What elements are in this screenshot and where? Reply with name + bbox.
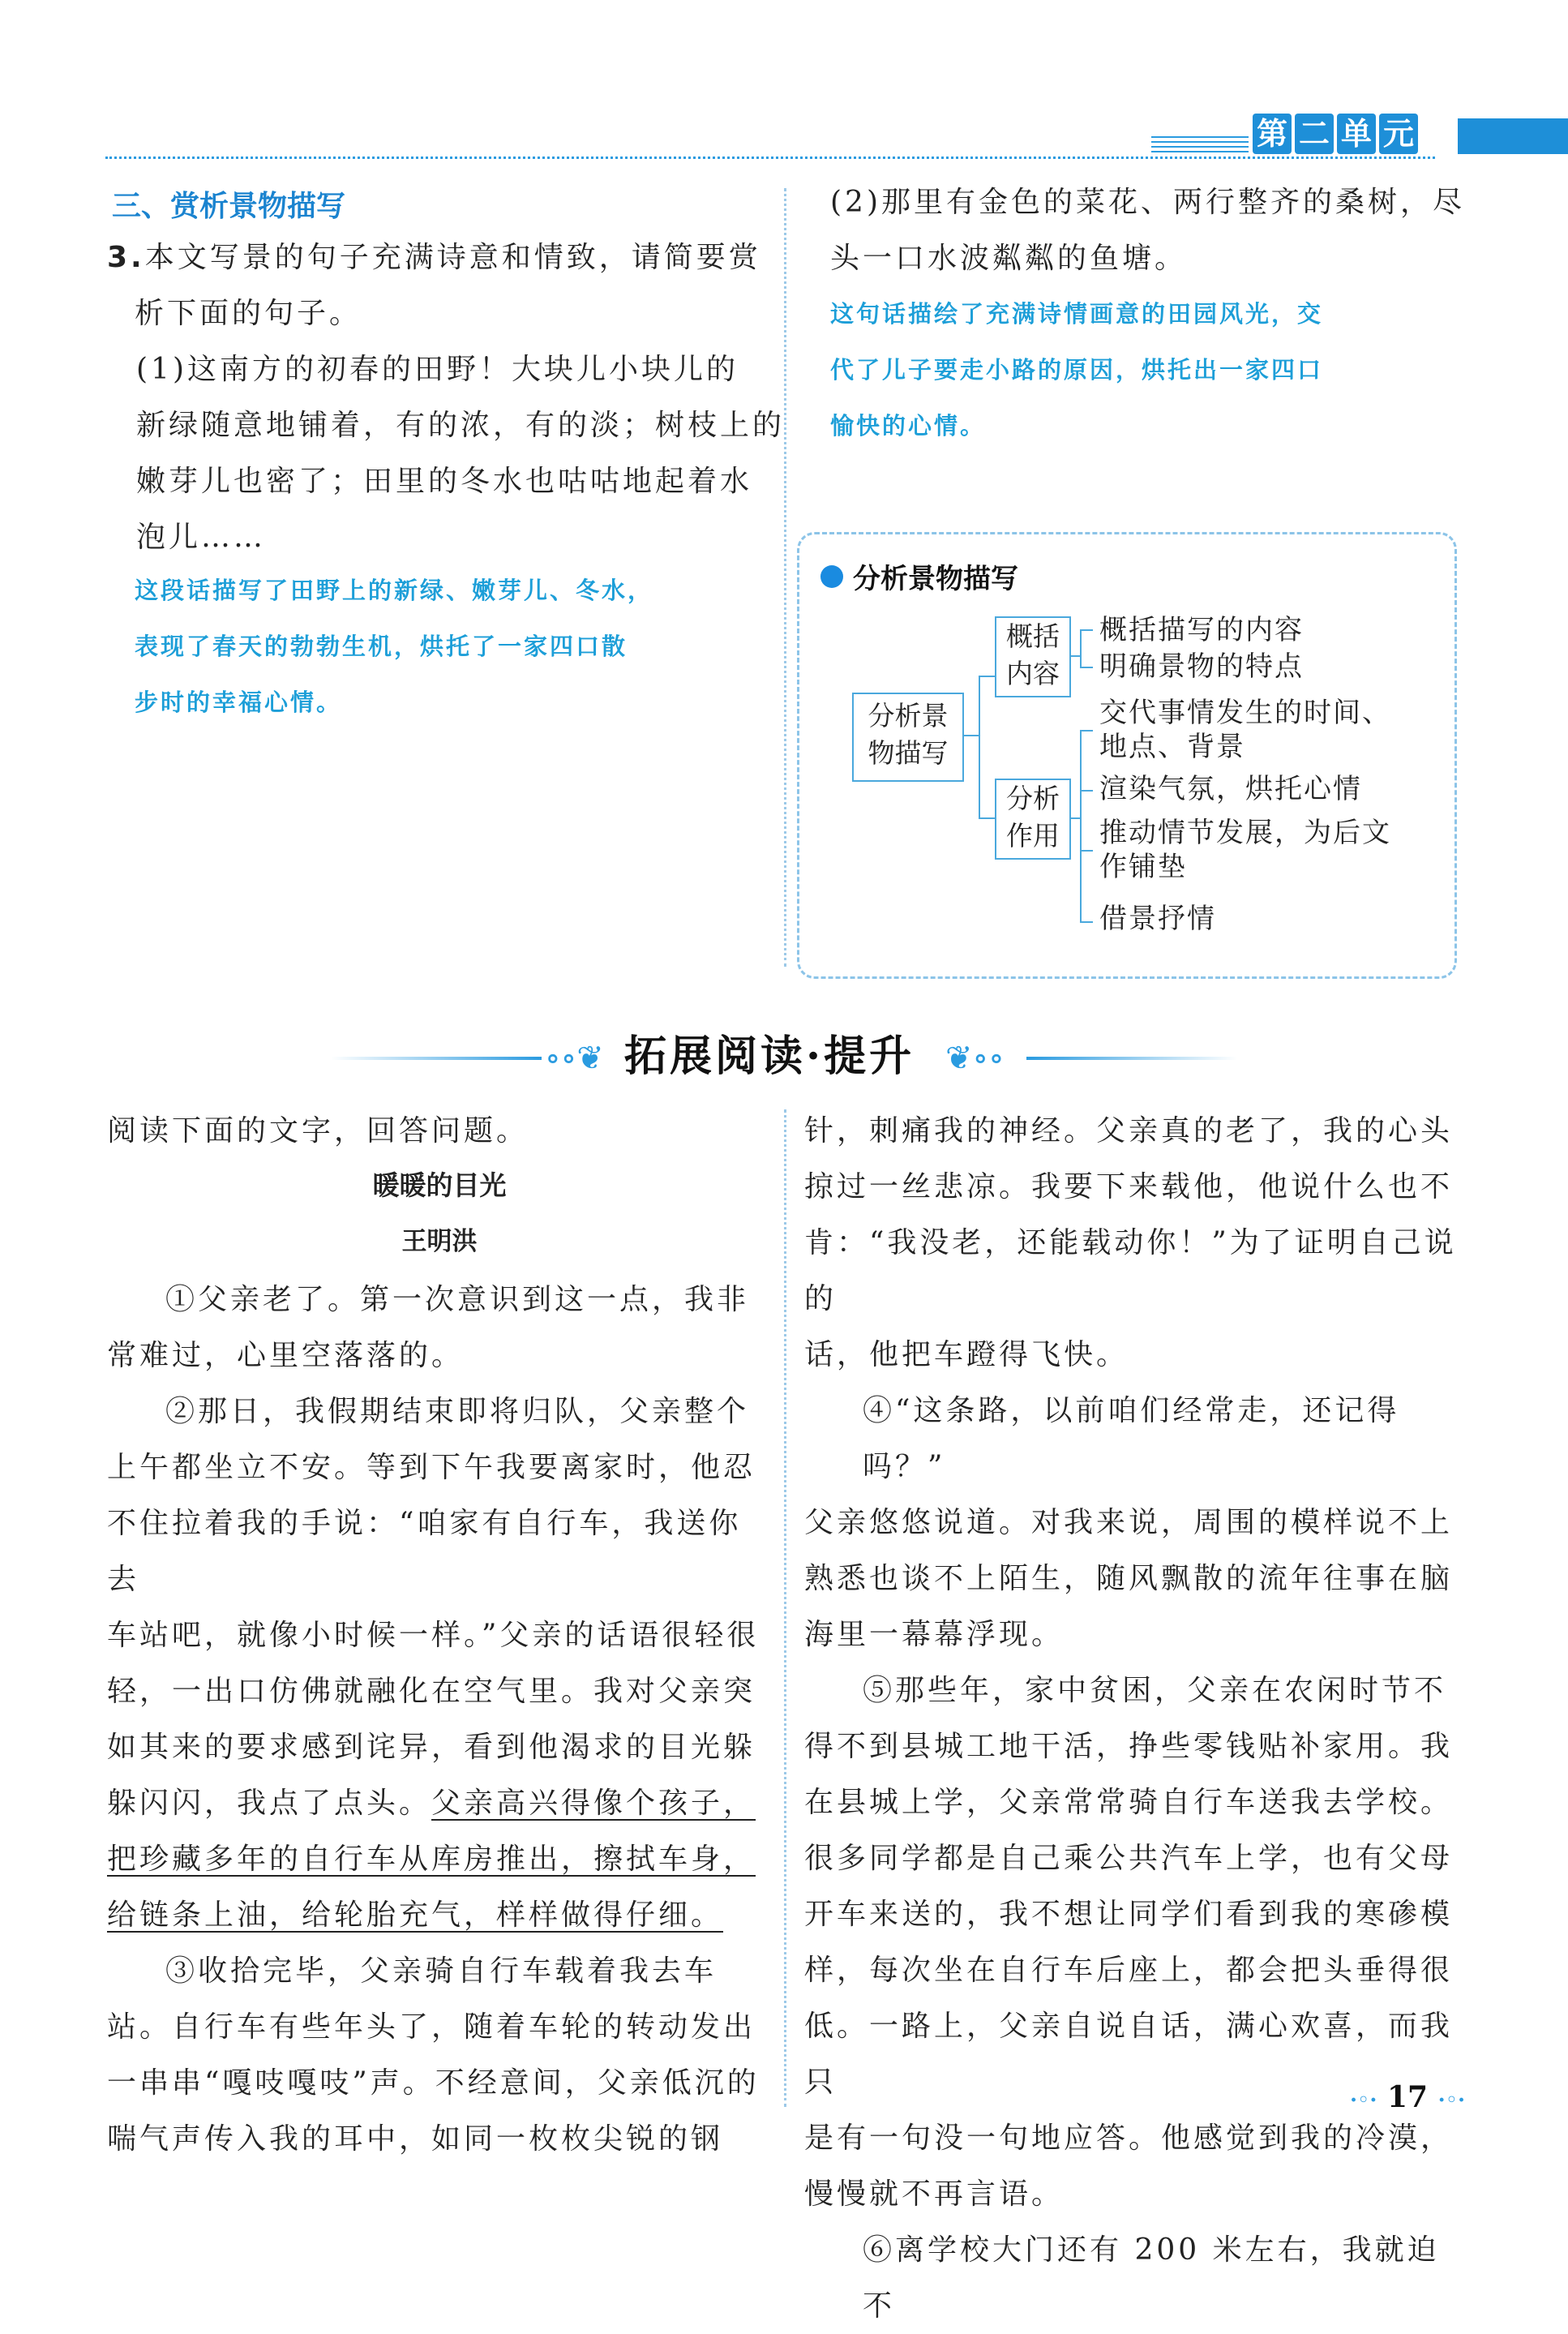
paragraph-line: ②那日，我假期结束即将归队，父亲整个 <box>165 1395 750 1428</box>
text-line: 嫩芽儿也密了；田里的冬水也咕咕地起着水 <box>136 465 753 498</box>
paragraph-line: 喘气声传入我的耳中，如同一枚枚尖锐的钢 <box>107 2122 724 2156</box>
banner-line-left <box>331 1057 542 1060</box>
paragraph-line: 站。自行车有些年头了，随着车轮的转动发出 <box>107 2010 756 2044</box>
unit-char: 二 <box>1295 114 1334 154</box>
node-line: 分析景 <box>868 700 949 732</box>
connector-line <box>979 817 995 819</box>
paragraph-line: ④“这条路，以前咱们经常走，还记得吗？” <box>863 1394 1400 1483</box>
question-3 <box>107 230 772 341</box>
connector-line <box>1069 655 1081 657</box>
paragraph-line: 开车来送的，我不想让同学们看到我的寒碜模 <box>804 1898 1454 1931</box>
answer-2 <box>830 286 1479 454</box>
text-line: 新绿随意地铺着，有的浓，有的淡；树枝上的 <box>136 409 786 442</box>
banner-title: 拓展阅读·提升 <box>624 1032 915 1081</box>
article-title: 暖暖的目光 <box>372 1169 507 1201</box>
question-number: 3. <box>107 241 145 274</box>
article-right-column <box>804 1103 1469 2334</box>
connector-line <box>1080 730 1093 732</box>
paragraph-line: 掠过一丝悲凉。我要下来载他，他说什么也不 <box>804 1170 1454 1203</box>
underlined-sentence: 把珍藏多年的自行车从库房推出，擦拭车身， <box>107 1843 756 1876</box>
connector-line <box>1080 629 1082 668</box>
answer-1 <box>135 563 783 731</box>
paragraph-line: 肯：“我没老，还能载动你！”为了证明自己说的 <box>804 1226 1457 1315</box>
mindmap-leaf <box>1099 816 1391 884</box>
node-line: 物描写 <box>868 737 949 769</box>
text-line: (1)这南方的初春的田野！大块儿小块儿的 <box>136 353 739 386</box>
mindmap-title <box>820 556 1018 596</box>
question-text: 析下面的句子。 <box>135 297 362 330</box>
dots-decoration-icon: ·◦· <box>1350 2088 1377 2113</box>
leaf-line: 作铺垫 <box>1099 851 1187 883</box>
paragraph-line: 海里一幕幕浮现。 <box>804 1618 1065 1651</box>
node-line: 内容 <box>1006 658 1060 689</box>
leaf-line: 地点、背景 <box>1099 731 1245 763</box>
swirl-ornament-icon: ❦∘∘ <box>945 1040 1005 1077</box>
mindmap-root-node <box>852 693 964 782</box>
item-1-text <box>136 341 785 565</box>
mindmap-leaf <box>1099 696 1391 764</box>
connector-line <box>1069 817 1081 819</box>
mindmap-title-text: 分析景物描写 <box>853 563 1018 595</box>
paragraph-line: 低。一路上，父亲自说自话，满心欢喜，而我只 <box>804 2010 1454 2099</box>
paragraph-line: 上午都坐立不安。等到下午我要离家时，他忍 <box>107 1451 756 1484</box>
text-line: 泡儿…… <box>136 521 267 554</box>
node-line: 分析 <box>1006 783 1060 814</box>
dots-decoration-icon: ·◦· <box>1437 2088 1466 2113</box>
leaf-line: 交代事情发生的时间、 <box>1099 697 1391 729</box>
page-number-text: 17 <box>1387 2080 1429 2114</box>
column-divider <box>784 1109 786 2107</box>
paragraph-line: ⑥离学校大门还有 200 米左右，我就迫不 <box>863 2233 1440 2323</box>
paragraph-line: 话，他把车蹬得飞快。 <box>804 1338 1129 1371</box>
column-divider <box>784 188 786 967</box>
paragraph-line: 慢慢就不再言语。 <box>804 2177 1065 2211</box>
paragraph-line <box>107 1775 772 1831</box>
connector-line <box>1080 850 1093 852</box>
answer-line: 步时的幸福心情。 <box>135 689 343 716</box>
paragraph-line: 是有一句没一句地应答。他感觉到我的冷漠， <box>804 2122 1454 2155</box>
connector-line <box>1080 730 1082 923</box>
underlined-sentence: 父亲高兴得像个孩子， <box>431 1787 756 1820</box>
page-number <box>1350 2080 1465 2114</box>
mindmap-leaf: 明确景物的特点 <box>1099 650 1304 683</box>
mindmap-leaf: 渲染气氛，烘托心情 <box>1099 773 1362 805</box>
paragraph-line: 父亲悠悠说道。对我来说，周围的模样说不上 <box>804 1506 1454 1539</box>
node-line: 作用 <box>1006 820 1060 852</box>
answer-line: 这段话描写了田野上的新绿、嫩芽儿、冬水， <box>135 577 654 604</box>
paragraph-line: 车站吧，就像小时候一样。”父亲的话语很轻很 <box>107 1619 760 1652</box>
swirl-ornament-icon: ∘∘❦ <box>545 1040 604 1077</box>
reading-instruction: 阅读下面的文字，回答问题。 <box>107 1114 529 1148</box>
unit-char: 元 <box>1379 114 1418 154</box>
paragraph-line: 样，每次坐在自行车后座上，都会把头垂得很 <box>804 1954 1454 1987</box>
bullet-dot-icon <box>820 565 843 588</box>
paragraph-line: 很多同学都是自己乘公共汽车上学，也有父母 <box>804 1842 1454 1875</box>
section-title: 三、赏析景物描写 <box>112 190 346 223</box>
connector-line <box>1080 629 1093 631</box>
underlined-sentence: 给链条上油，给轮胎充气，样样做得仔细。 <box>107 1899 724 1932</box>
header-dotted-line <box>105 157 1435 159</box>
text-span: 躲闪闪，我点了点头。 <box>107 1787 432 1820</box>
paragraph-line: 不住拉着我的手说：“咱家有自行车，我送你去 <box>107 1507 742 1596</box>
paragraph-line: 如其来的要求感到诧异，看到他渴求的目光躲 <box>107 1731 756 1764</box>
unit-badge <box>1253 114 1421 157</box>
connector-line <box>1080 790 1093 792</box>
answer-line: 这句话描绘了充满诗情画意的田园风光，交 <box>830 300 1324 328</box>
paragraph-line: ⑤那些年，家中贫困，父亲在农闲时节不 <box>863 1674 1447 1707</box>
question-text: 本文写景的句子充满诗意和情致，请简要赏 <box>144 241 761 274</box>
paragraph-line: ①父亲老了。第一次意识到这一点，我非 <box>165 1283 750 1316</box>
header-color-bar <box>1458 118 1568 154</box>
paragraph-line: 轻，一出口仿佛就融化在空气里。我对父亲突 <box>107 1675 756 1708</box>
node-line: 概括 <box>1006 620 1060 652</box>
connector-line <box>979 676 980 818</box>
paragraph-line: 针，刺痛我的神经。父亲真的老了，我的心头 <box>804 1114 1454 1148</box>
answer-line: 愉快的心情。 <box>830 412 987 440</box>
answer-line: 表现了春天的勃勃生机，烘托了一家四口散 <box>135 633 628 660</box>
paragraph-line: 在县城上学，父亲常常骑自行车送我去学校。 <box>804 1786 1454 1819</box>
paragraph-line: 得不到县城工地干活，挣些零钱贴补家用。我 <box>804 1730 1454 1763</box>
article-author: 王明洪 <box>401 1227 478 1256</box>
item-2-text <box>830 174 1479 286</box>
paragraph-line: 熟悉也谈不上陌生，随风飘散的流年往事在脑 <box>804 1562 1454 1595</box>
article-left-column <box>107 1272 772 2167</box>
mindmap-leaf: 概括描写的内容 <box>1099 614 1304 646</box>
paragraph-line: 常难过，心里空落落的。 <box>107 1339 465 1372</box>
text-line: 头一口水波粼粼的鱼塘。 <box>830 242 1188 275</box>
header-stripes-decoration <box>1151 136 1249 156</box>
leaf-line: 推动情节发展，为后文 <box>1099 817 1391 849</box>
answer-line: 代了儿子要走小路的原因，烘托出一家四口 <box>830 356 1324 384</box>
connector-line <box>979 676 995 677</box>
paragraph-line: 一串串“嘎吱嘎吱”声。不经意间，父亲低沉的 <box>107 2066 760 2100</box>
mindmap-node-function <box>995 779 1071 860</box>
connector-line <box>1080 667 1093 668</box>
text-line: (2)那里有金色的菜花、两行整齐的桑树，尽 <box>830 186 1465 219</box>
connector-line <box>1080 921 1093 923</box>
mindmap-leaf: 借景抒情 <box>1099 903 1216 935</box>
banner-line-right <box>1026 1057 1237 1060</box>
unit-char: 单 <box>1337 114 1376 154</box>
connector-line <box>962 735 980 736</box>
mindmap-node-summary <box>995 616 1071 697</box>
unit-char: 第 <box>1253 114 1292 154</box>
paragraph-line: ③收拾完毕，父亲骑自行车载着我去车 <box>165 1954 718 1988</box>
